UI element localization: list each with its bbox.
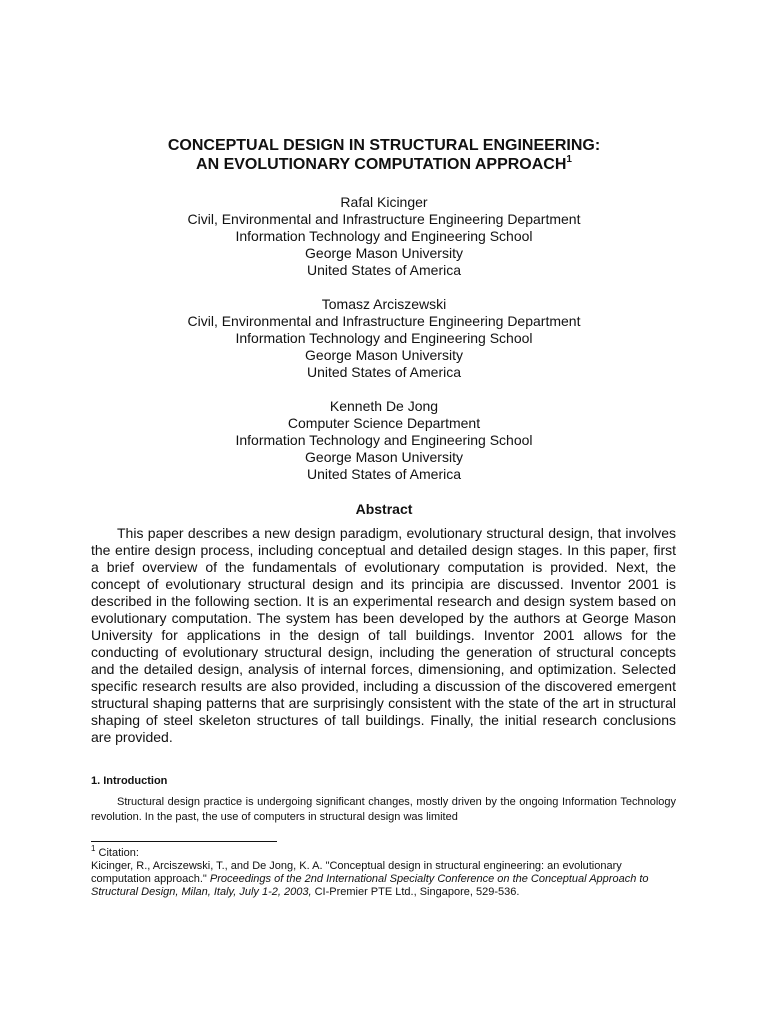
footnote-marker: 1 [91, 844, 96, 853]
title-footnote-marker[interactable]: 1 [566, 154, 572, 165]
introduction-heading: 1. Introduction [91, 775, 168, 787]
abstract-heading: Abstract [355, 501, 413, 517]
author-country: United States of America [306, 466, 462, 482]
author-university: George Mason University [305, 449, 463, 465]
author-block [0, 398, 768, 483]
paper-title [0, 136, 768, 174]
author-university: George Mason University [305, 245, 463, 261]
author-school: Information Technology and Engineering School [235, 432, 533, 448]
footnote-label: Citation: [98, 847, 139, 859]
footnote-citation [91, 860, 676, 899]
title-line-2 [0, 155, 768, 174]
author-department: Civil, Environmental and Infrastructure Engineering Department [187, 313, 581, 329]
citation-venue: Proceedings of the 2nd International Specialty Conference on the Conceptual Approach to Structural Design, Milan, Italy, July 1-2, 2003, [91, 873, 649, 898]
author-list [0, 194, 768, 483]
citation-publisher: CI-Premier PTE Ltd., Singapore, 529-536. [314, 886, 520, 898]
author-country: United States of America [306, 262, 462, 278]
footnote-divider [91, 841, 277, 842]
author-school: Information Technology and Engineering School [235, 228, 533, 244]
author-country: United States of America [306, 364, 462, 380]
author-name: Kenneth De Jong [329, 398, 439, 414]
footnote-label-line [91, 844, 676, 860]
author-block [0, 194, 768, 279]
title-line-1: CONCEPTUAL DESIGN IN STRUCTURAL ENGINEERING: [167, 137, 601, 154]
citation-authors: Kicinger, R., Arciszewski, T., and De Jong, K. A. "Conceptual design in structural engineering: an evolutionary computation approach." [91, 860, 622, 885]
introduction-text: Structural design practice is undergoing significant changes, mostly driven by the ongoing Information Technology revolution. In the past, the use of computers in structural design was limited [91, 796, 676, 823]
author-department: Computer Science Department [287, 415, 481, 431]
author-department: Civil, Environmental and Infrastructure Engineering Department [187, 211, 581, 227]
title-line-2-text: AN EVOLUTIONARY COMPUTATION APPROACH [196, 156, 567, 173]
author-name: Rafal Kicinger [340, 194, 428, 210]
author-block [0, 296, 768, 381]
author-name: Tomasz Arciszewski [321, 296, 447, 312]
author-university: George Mason University [305, 347, 463, 363]
author-school: Information Technology and Engineering School [235, 330, 533, 346]
footnote [91, 844, 676, 899]
abstract-text: This paper describes a new design paradigm, evolutionary structural design, that involves the entire design process, including conceptual and detailed design stages. In this paper, first a brief overview of the fundamentals of evolutionary computation is provided. Next, the concept of evolutionary structural design and its principia are discussed. Inventor 2001 is described in the following section. It is an experimental research and design system based on evolutionary computation. The system has been developed by the authors at George Mason University for applications in the design of tall buildings. Inventor 2001 allows for the conducting of evolutionary structural design, including the generation of structural concepts and the detailed design, analysis of internal forces, dimensioning, and optimization. Selected specific research results are also provided, including a discussion of the discovered emergent structural shaping patterns that are surprisingly consistent with the state of the art in structural shaping of steel skeleton structures of tall buildings. Finally, the initial research conclusions are provided. [91, 525, 676, 745]
